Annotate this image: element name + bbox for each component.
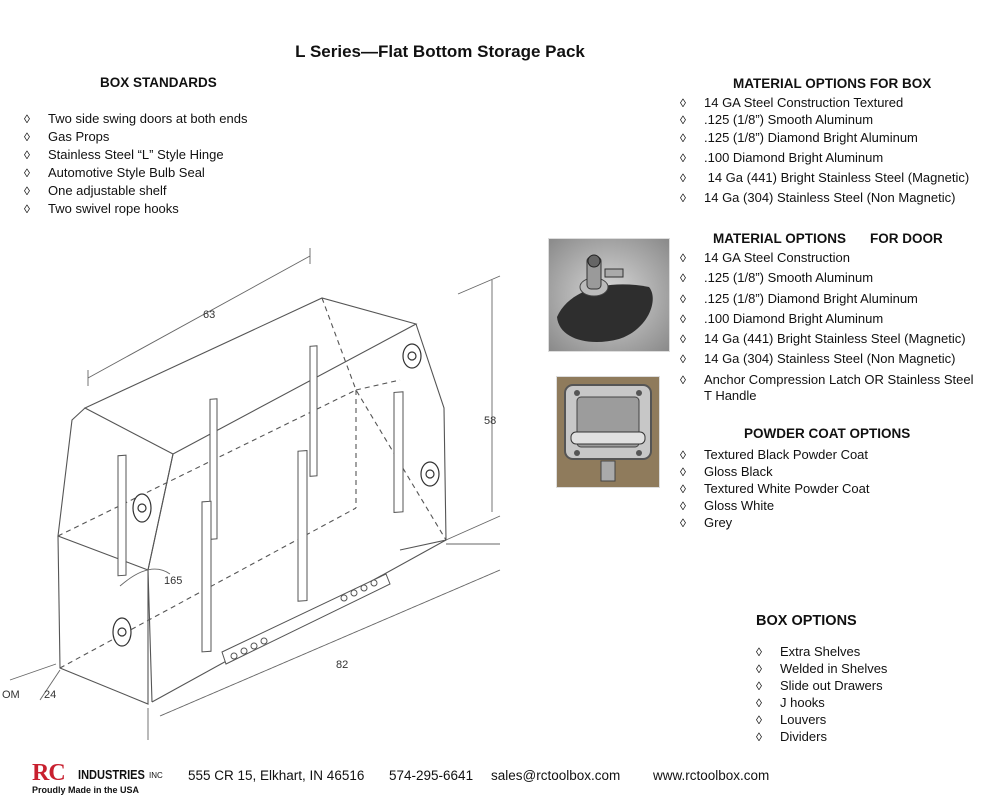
dimension-depth-label: 24	[44, 689, 57, 701]
diamond-bullet-icon: ◊	[680, 499, 686, 513]
dimension-height-label: 58	[484, 415, 497, 427]
company-logo	[32, 760, 182, 798]
diamond-bullet-icon: ◊	[680, 448, 686, 462]
logo-letters: RC	[32, 760, 65, 786]
list-item: ◊ Grey	[680, 515, 733, 530]
t-handle-latch-image	[557, 377, 659, 487]
box-options-header: BOX OPTIONS	[756, 613, 857, 629]
dimension-angle-label: 165	[164, 575, 183, 587]
diamond-bullet-icon: ◊	[756, 645, 762, 659]
list-item: ◊ 14 Ga (441) Bright Stainless Steel (Magnetic)	[680, 170, 970, 185]
box-standards-header: BOX STANDARDS	[100, 75, 217, 90]
logo-tagline: Proudly Made in the USA	[32, 785, 140, 795]
powder-coat-header: POWDER COAT OPTIONS	[744, 426, 911, 441]
box-standards-list	[24, 110, 247, 218]
diamond-bullet-icon: ◊	[680, 131, 686, 145]
diamond-bullet-icon: ◊	[680, 373, 686, 387]
list-item: ◊ 14 Ga (304) Stainless Steel (Non Magnetic)	[680, 190, 956, 205]
diamond-bullet-icon: ◊	[680, 151, 686, 165]
list-item: ◊ .125 (1/8”) Diamond Bright Aluminum	[680, 291, 918, 306]
list-item: ◊ .100 Diamond Bright Aluminum	[680, 150, 884, 165]
door-handles	[113, 344, 439, 646]
list-item: ◊ .125 (1/8”) Diamond Bright Aluminum	[680, 130, 918, 145]
diamond-bullet-icon: ◊	[24, 166, 30, 180]
list-item: ◊ 14 GA Steel Construction	[680, 250, 850, 265]
dimension-lines	[10, 248, 500, 740]
diamond-bullet-icon: ◊	[680, 482, 686, 496]
logo-word: INDUSTRIES	[78, 767, 145, 782]
logo-suffix: INC	[149, 771, 163, 780]
dimension-length-label: 63	[203, 309, 216, 321]
diamond-bullet-icon: ◊	[24, 112, 30, 126]
diamond-bullet-icon: ◊	[756, 679, 762, 693]
diamond-bullet-icon: ◊	[680, 271, 686, 285]
diamond-bullet-icon: ◊	[680, 113, 686, 127]
page-title: L Series—Flat Bottom Storage Pack	[295, 42, 585, 61]
list-item: ◊ Gas Props	[24, 129, 110, 144]
list-item: ◊ One adjustable shelf	[24, 183, 167, 198]
list-item: ◊ .125 (1/8”) Smooth Aluminum	[680, 112, 874, 127]
material-door-header-left: MATERIAL OPTIONS	[713, 231, 847, 246]
diamond-bullet-icon: ◊	[680, 251, 686, 265]
dimension-bottom-length-label: 82	[336, 659, 349, 671]
shelf-rails	[118, 346, 403, 652]
latch-photo	[548, 238, 670, 352]
list-item: ◊ Gloss White	[680, 498, 775, 513]
diamond-bullet-icon: ◊	[24, 184, 30, 198]
diamond-bullet-icon: ◊	[680, 171, 686, 185]
dimension-edge-fragment: OM	[2, 689, 20, 701]
list-item: ◊ Textured Black Powder Coat	[680, 447, 869, 462]
material-box-header: MATERIAL OPTIONS FOR BOX	[733, 76, 932, 91]
list-item: ◊ .125 (1/8”) Smooth Aluminum	[680, 270, 874, 285]
list-item: ◊ Extra Shelves	[756, 644, 861, 659]
material-door-header-right: FOR DOOR	[870, 231, 943, 246]
diamond-bullet-icon: ◊	[680, 465, 686, 479]
list-item: ◊ 14 Ga (441) Bright Stainless Steel (Magnetic)	[680, 331, 966, 346]
list-item: ◊ Anchor Compression Latch OR Stainless Steel	[680, 372, 974, 387]
list-item: ◊ Two side swing doors at both ends	[24, 111, 248, 126]
list-item: ◊ Two swivel rope hooks	[24, 201, 179, 216]
compression-latch-image	[549, 239, 669, 351]
list-item: ◊ J hooks	[756, 695, 825, 710]
diamond-bullet-icon: ◊	[24, 148, 30, 162]
list-item-continuation: T Handle	[704, 388, 757, 403]
diamond-bullet-icon: ◊	[680, 312, 686, 326]
list-item: ◊ Gloss Black	[680, 464, 773, 479]
diamond-bullet-icon: ◊	[756, 713, 762, 727]
diamond-bullet-icon: ◊	[680, 516, 686, 530]
footer-phone[interactable]: 574-295-6641	[389, 768, 474, 783]
diamond-bullet-icon: ◊	[680, 292, 686, 306]
diamond-bullet-icon: ◊	[680, 332, 686, 346]
list-item: ◊ Louvers	[756, 712, 827, 727]
t-handle-photo	[556, 376, 660, 488]
list-item: ◊ Stainless Steel “L” Style Hinge	[24, 147, 224, 162]
storage-pack-drawing	[0, 240, 540, 740]
list-item: ◊ Slide out Drawers	[756, 678, 883, 693]
diamond-bullet-icon: ◊	[680, 191, 686, 205]
footer-address: 555 CR 15, Elkhart, IN 46516	[188, 768, 365, 783]
footer-website[interactable]: www.rctoolbox.com	[653, 768, 770, 783]
diamond-bullet-icon: ◊	[680, 96, 686, 110]
list-item: ◊ .100 Diamond Bright Aluminum	[680, 311, 884, 326]
list-item: ◊ Automotive Style Bulb Seal	[24, 165, 205, 180]
footer-email[interactable]: sales@rctoolbox.com	[491, 768, 621, 783]
diamond-bullet-icon: ◊	[680, 352, 686, 366]
diamond-bullet-icon: ◊	[756, 696, 762, 710]
diamond-bullet-icon: ◊	[756, 730, 762, 744]
diamond-bullet-icon: ◊	[756, 662, 762, 676]
list-item: ◊ 14 GA Steel Construction Textured	[680, 95, 904, 110]
list-item: ◊ Dividers	[756, 729, 827, 744]
list-item: ◊ Textured White Powder Coat	[680, 481, 870, 496]
diamond-bullet-icon: ◊	[24, 130, 30, 144]
diamond-bullet-icon: ◊	[24, 202, 30, 216]
list-item: ◊ 14 Ga (304) Stainless Steel (Non Magnetic)	[680, 351, 956, 366]
list-item: ◊ Welded in Shelves	[756, 661, 888, 676]
